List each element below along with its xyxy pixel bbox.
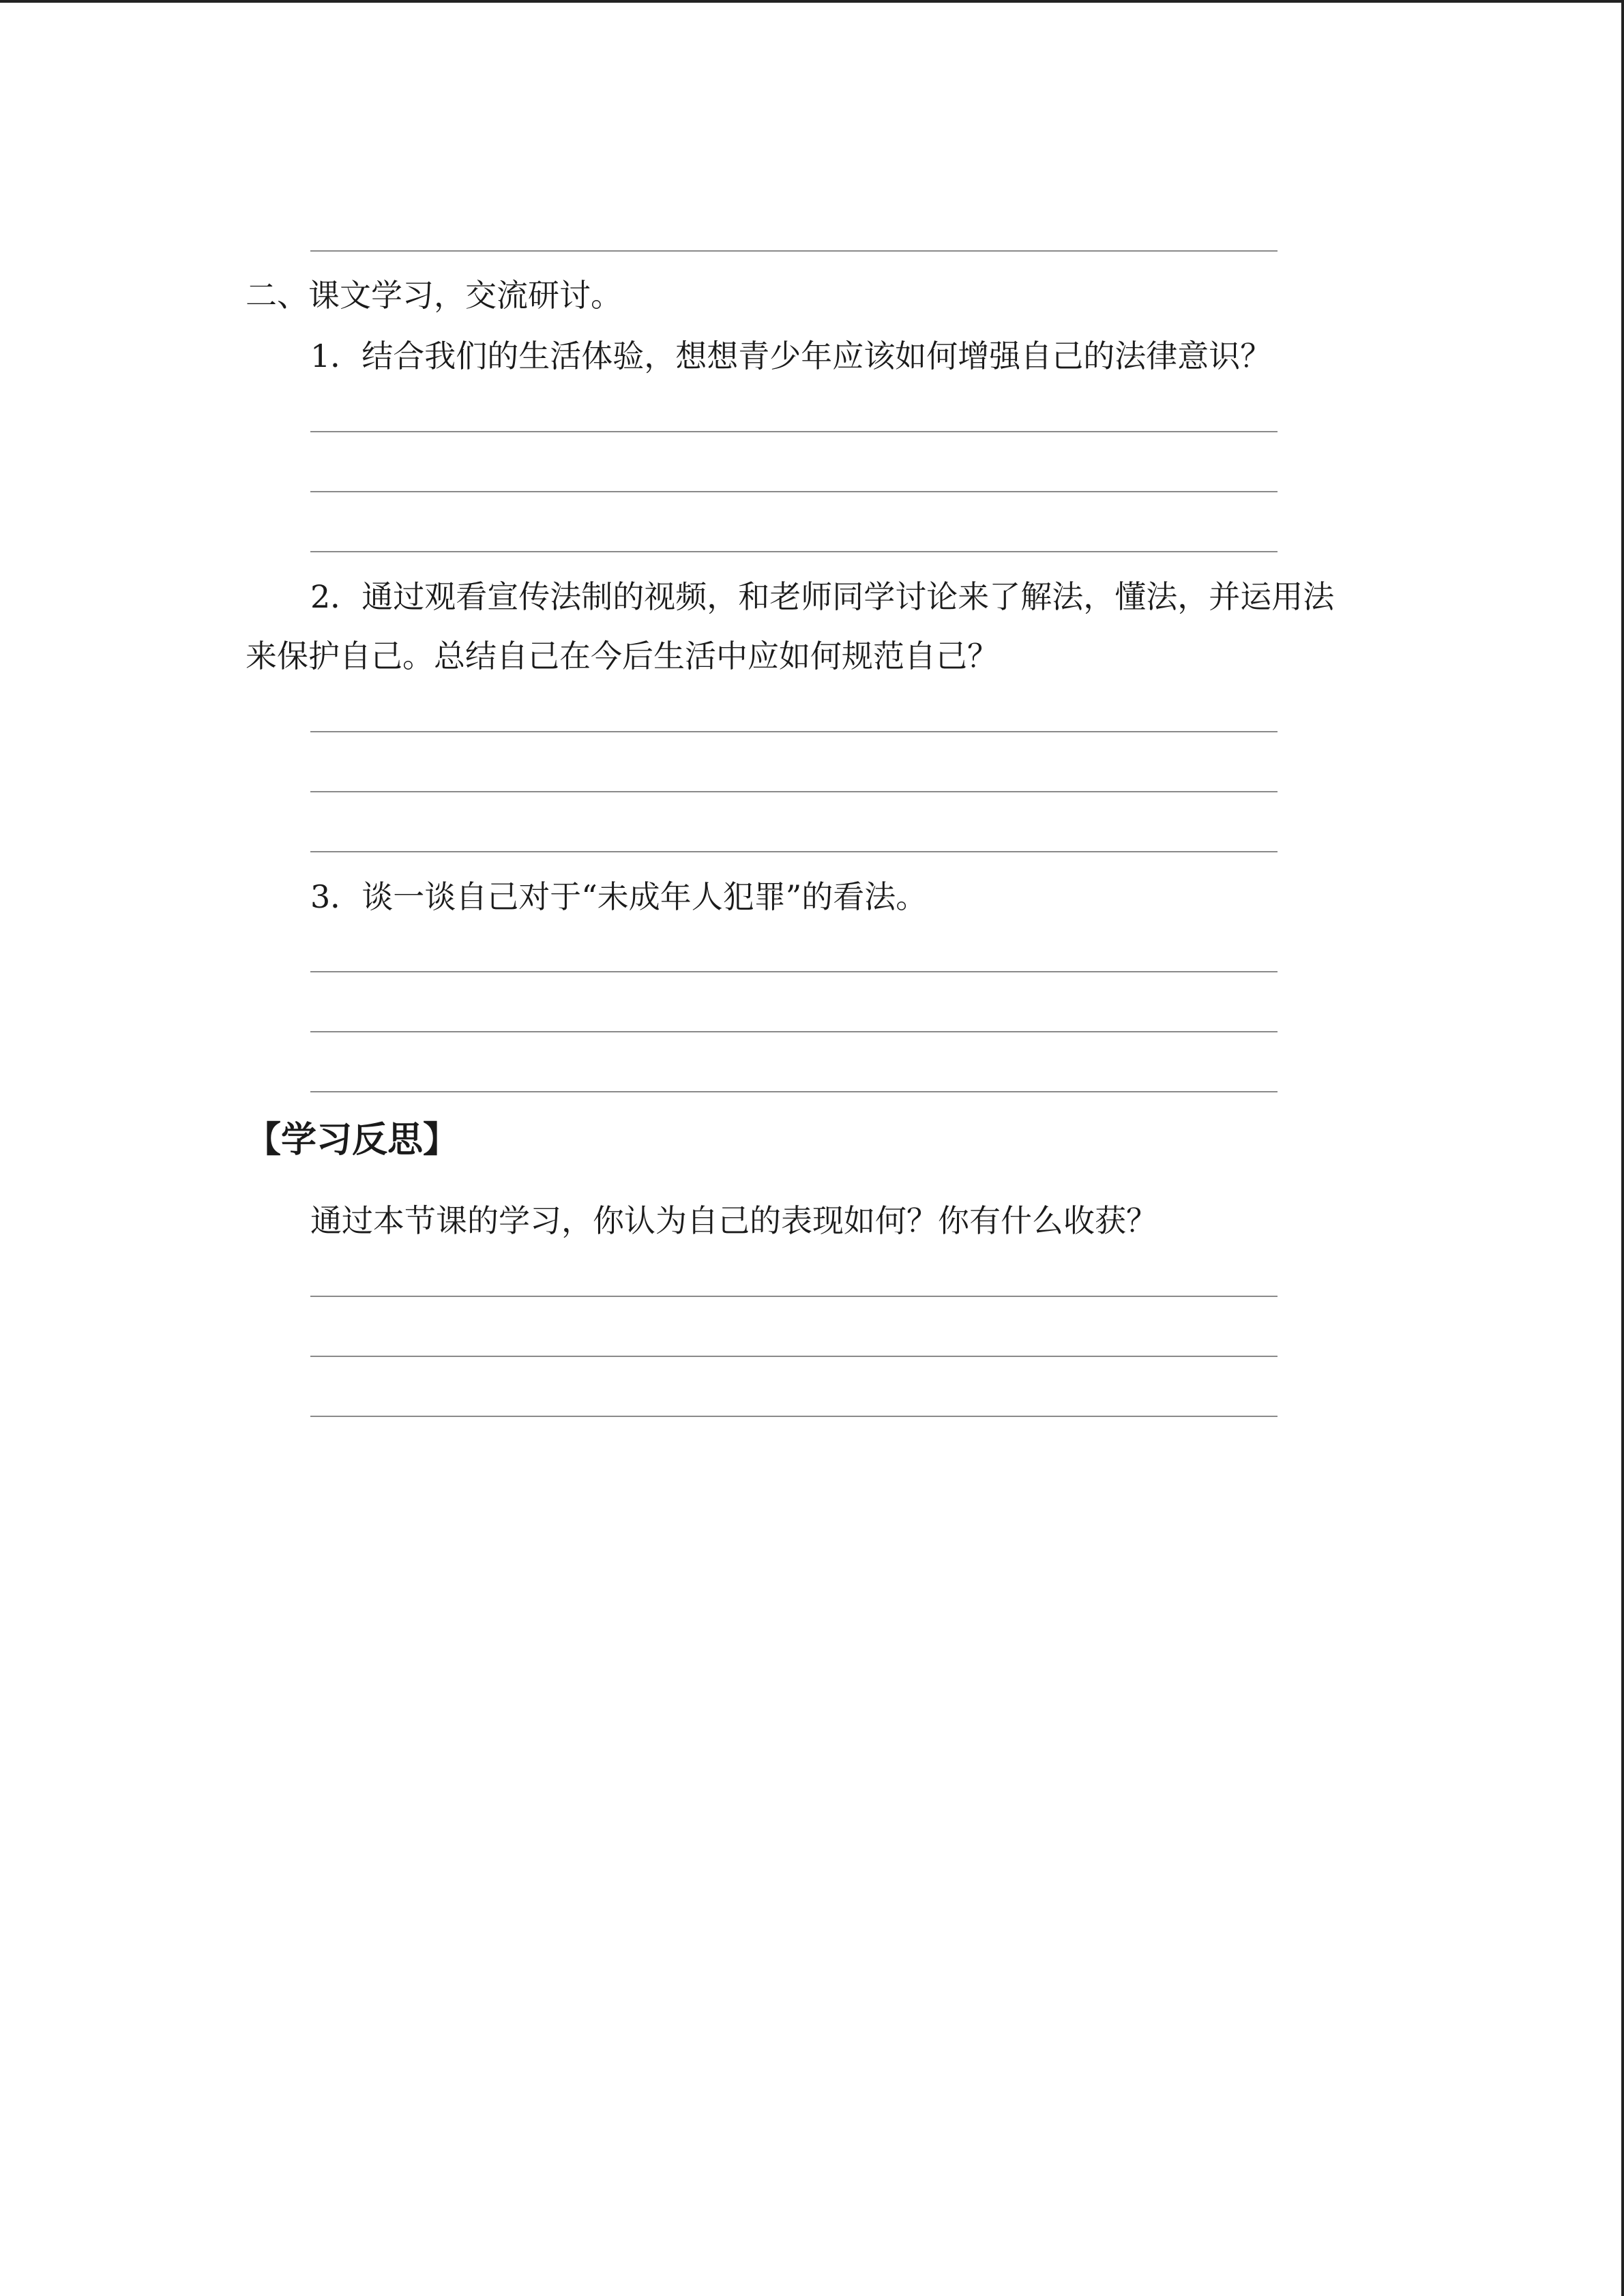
reflection-prompt: 通过本节课的学习，你认为自己的表现如何？你有什么收获？ (310, 1202, 1157, 1239)
question-3: 3．谈一谈自己对于“未成年人犯罪”的看法。 (310, 878, 928, 915)
page-border-right (1621, 0, 1624, 2296)
question-2-line-2: 来保护自己。总结自己在今后生活中应如何规范自己？ (246, 638, 999, 674)
answer-line[interactable] (310, 971, 1278, 972)
answer-line[interactable] (310, 1356, 1278, 1357)
question-2-line-1: 2．通过观看宣传法制的视频，和老师同学讨论来了解法，懂法，并运用法 (310, 578, 1335, 615)
reflection-heading: 【学习反思】 (246, 1120, 459, 1161)
answer-line[interactable] (310, 731, 1278, 732)
page-border-top (0, 0, 1624, 3)
answer-line[interactable] (310, 1091, 1278, 1092)
answer-line[interactable] (310, 551, 1278, 552)
section-heading: 二、课文学习，交流研讨。 (246, 277, 622, 314)
answer-line[interactable] (310, 1416, 1278, 1417)
question-1: 1．结合我们的生活体验，想想青少年应该如何增强自己的法律意识？ (310, 338, 1272, 374)
answer-line[interactable] (310, 1296, 1278, 1297)
answer-line[interactable] (310, 250, 1278, 252)
answer-line[interactable] (310, 1031, 1278, 1032)
answer-line[interactable] (310, 431, 1278, 432)
answer-line[interactable] (310, 491, 1278, 492)
answer-line[interactable] (310, 851, 1278, 852)
answer-line[interactable] (310, 791, 1278, 792)
